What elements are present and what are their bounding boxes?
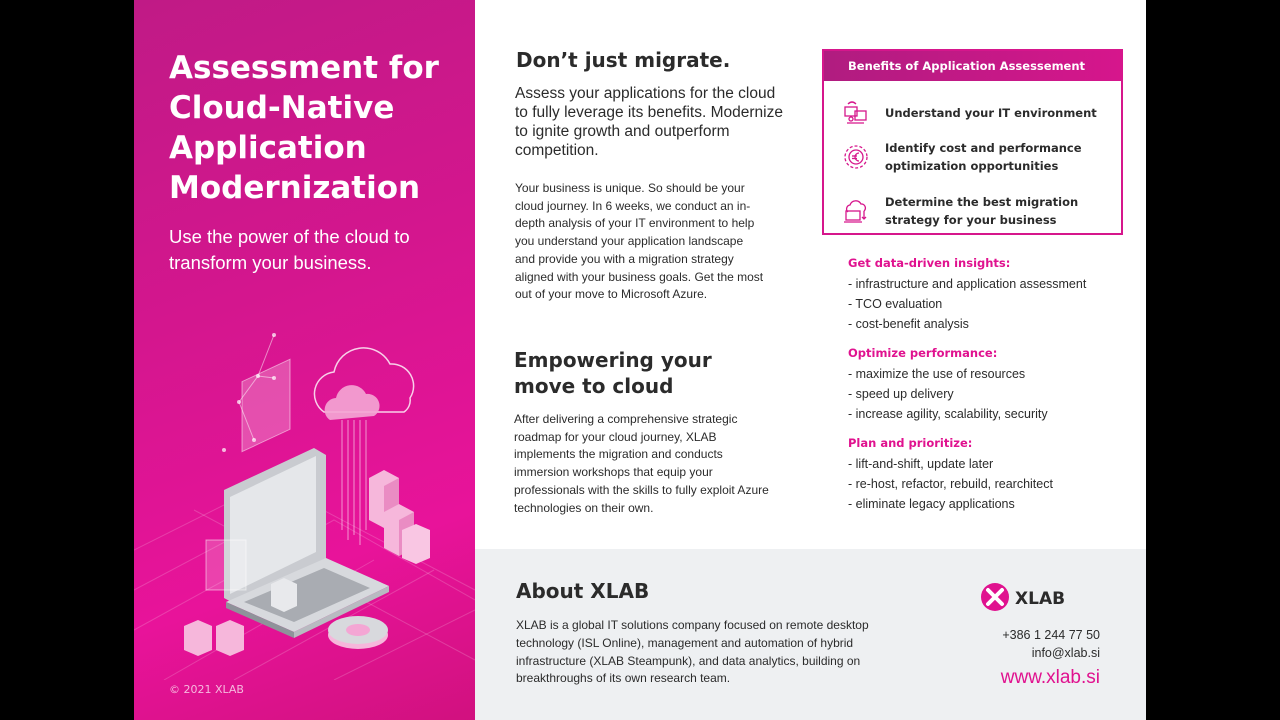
list-item: - infrastructure and application assessment [848,277,1087,291]
list-group [848,255,1128,334]
laptop-icon [224,448,389,638]
about-section [475,549,1146,720]
empower-body: After delivering a comprehensive strategic roadmap for your cloud journey, XLAB implements the migration and conducts immersion workshops that equip your professionals with the skills to fully exploit Azure technologies on their own. [514,412,769,515]
list-item: - increase agility, scalability, security [848,407,1048,421]
xlab-logo-mark-icon [981,583,1009,611]
list-item: - TCO evaluation [848,297,943,311]
intro-body: Your business is unique. So should be your cloud journey. In 6 weeks, we conduct an in-depth analysis of your IT environment to help you understand your application landscape and provide you with a migration strategy aligned with your business goals. Get the most out of your move to Microsoft Azure. [515,181,764,302]
benefit-item [824,189,1121,229]
donut-chart-icon [328,616,388,649]
empower-heading: Empowering your move to cloud [514,348,712,398]
list-group [848,435,1128,514]
intro-heading: Don’t just migrate. [516,48,731,72]
email-link[interactable]: info@xlab.si [1031,645,1100,660]
cloud-laptop-illustration [134,290,475,680]
list-title: Get data-driven insights: [848,256,1011,270]
hero-title: Assessment for Cloud-Native Application Modernization [169,50,439,206]
list-item: - maximize the use of resources [848,367,1026,381]
cloud-migration-icon [842,197,870,225]
about-body: XLAB is a global IT solutions company focused on remote desktop technology (ISL Online), management and automation of hybrid infrastructure (XLAB Steampunk), and data analytics, building on breakthroughs of its own research team. [516,618,869,686]
it-environment-icon [842,99,870,127]
benefit-label: Understand your IT environment [885,106,1097,120]
benefits-title: Benefits of Application Assessement [824,51,1121,81]
cloud-icon [325,385,380,420]
hero-subtitle: Use the power of the cloud to transform your business. [169,226,410,273]
website-link[interactable]: www.xlab.si [1000,667,1100,688]
benefit-label: Determine the best migration strategy for your business [885,195,1079,227]
benefit-label: Identify cost and performance optimization opportunities [885,141,1082,173]
about-heading: About XLAB [516,579,650,603]
logo-text: XLAB [1015,589,1066,609]
list-item: - re-host, refactor, rebuild, rearchitect [848,477,1053,491]
list-item: - speed up delivery [848,387,954,401]
insights-lists [848,255,1128,525]
xlab-logo [980,582,1104,612]
contact-info [1002,627,1100,662]
list-item: - lift-and-shift, update later [848,457,994,471]
intro-lead: Assess your applications for the cloud to fully leverage its benefits. Modernize to ignite growth and outperform competition. [515,85,783,159]
list-item: - eliminate legacy applications [848,497,1015,511]
list-title: Plan and prioritize: [848,436,973,450]
benefit-item [824,135,1121,175]
list-group [848,345,1128,424]
list-title: Optimize performance: [848,346,998,360]
benefit-item [824,95,1121,131]
brochure-page [134,0,1146,720]
euro-cost-icon [842,143,870,171]
hero-panel [134,0,475,720]
copyright: © 2021 XLAB [169,683,244,696]
benefits-box [822,49,1123,235]
phone-number: +386 1 244 77 50 [1002,628,1100,642]
list-item: - cost-benefit analysis [848,317,969,331]
